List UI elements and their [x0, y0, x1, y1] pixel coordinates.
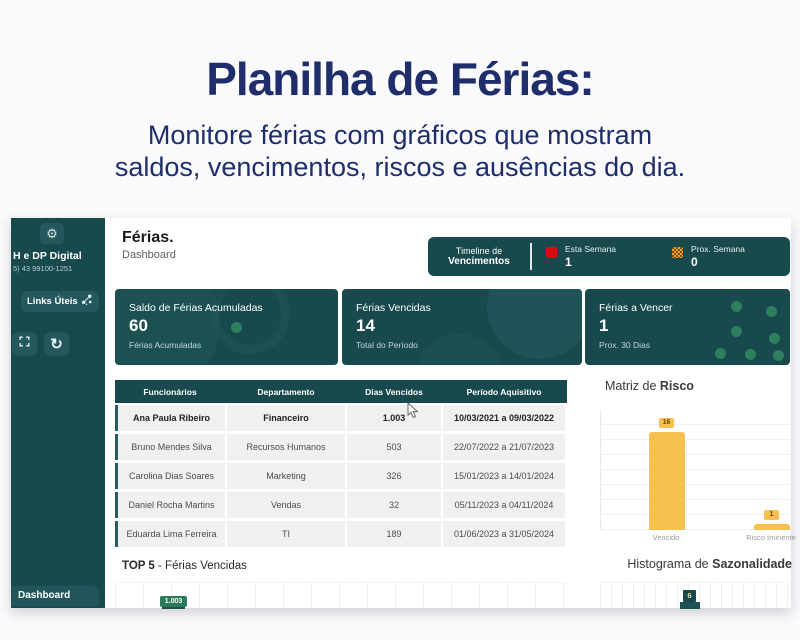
histogram-title [600, 557, 792, 571]
column-header: Período Aquisitivo [466, 386, 542, 397]
brand-phone: 5) 43 99100-1251 [13, 264, 73, 273]
links-uteis-button[interactable] [21, 291, 99, 312]
histogram-chart-partial [600, 582, 790, 608]
column-header: Funcionários [143, 386, 197, 397]
brand-name: H e DP Digital [13, 250, 82, 262]
table-cell: Marketing [227, 463, 345, 489]
table-body [115, 405, 567, 550]
top5-heading-rest: - Férias Vencidas [154, 560, 247, 572]
timeline-heading-line1: Timeline de [455, 246, 503, 256]
stat-subtitle: Prox. 30 Dias [599, 340, 651, 350]
stat-subtitle: Férias Acumuladas [129, 340, 202, 350]
stat-title: Férias Vencidas [356, 302, 431, 314]
dashboard-screenshot [11, 218, 796, 608]
stat-value: 14 [356, 316, 375, 335]
table-cell: Vendas [227, 492, 345, 518]
table-cell: Carolina Dias Soares [118, 463, 225, 489]
risk-chart-plot [600, 410, 790, 530]
table-cell: 01/06/2023 a 31/05/2024 [443, 521, 565, 547]
share-links-icon [80, 293, 93, 311]
table-row[interactable] [115, 463, 567, 489]
histogram-title-bold: Sazonalidade [712, 557, 792, 571]
expand-icon [18, 335, 31, 353]
timeline-heading-line2: Vencimentos [448, 256, 510, 267]
table-cell: Daniel Rocha Martins [118, 492, 225, 518]
top5-bar-value-badge: 1.003 [160, 596, 187, 607]
risk-chart-labels [600, 533, 796, 545]
mouse-cursor [407, 402, 419, 424]
timeline-item-esta-semana [546, 244, 616, 269]
risk-chart-title [605, 379, 694, 393]
gear-icon: ⚙ [46, 226, 58, 241]
table-cell: Ana Paula Ribeiro [118, 405, 225, 431]
prox-semana-label: Prox. Semana [691, 244, 745, 254]
esta-semana-value: 1 [565, 255, 572, 269]
links-uteis-label: Links Úteis [27, 296, 78, 307]
dashboard-title: Férias. [122, 229, 174, 246]
stat-title: Férias a Vencer [599, 302, 673, 314]
dashboard-breadcrumb: Dashboard [122, 249, 176, 261]
timeline-heading [428, 243, 532, 270]
subtitle-line-2: saldos, vencimentos, riscos e ausências do dia. [114, 152, 686, 183]
table-cell: TI [227, 521, 345, 547]
table-row[interactable] [115, 405, 567, 431]
top5-chart-partial [115, 582, 567, 608]
top5-bar-stub [162, 607, 185, 609]
esta-semana-label: Esta Semana [565, 244, 617, 254]
timeline-item-prox-semana [672, 244, 745, 269]
table-cell: Bruno Mendes Silva [118, 434, 225, 460]
risk-title-prefix: Matriz de [605, 379, 660, 393]
prox-semana-value: 0 [691, 255, 698, 269]
page-subtitle [0, 119, 800, 184]
risk-bar-value-label: 1 [764, 510, 779, 520]
table-cell: 15/01/2023 a 14/01/2024 [443, 463, 565, 489]
table-row[interactable] [115, 492, 567, 518]
refresh-icon: ↻ [50, 336, 63, 353]
risk-bar-value-label: 16 [659, 418, 674, 428]
column-header: Departamento [257, 386, 315, 397]
top5-heading-bold: TOP 5 [122, 560, 155, 572]
refresh-button[interactable] [44, 332, 69, 356]
table-cell: 1.003 [347, 405, 441, 431]
table-cell: 22/07/2022 a 21/07/2023 [443, 434, 565, 460]
stat-value: 1 [599, 316, 609, 335]
table-cell: 10/03/2021 a 09/03/2022 [443, 405, 565, 431]
table-cell: 503 [347, 434, 441, 460]
expand-button[interactable] [12, 332, 37, 356]
sidebar-item-dashboard[interactable]: Dashboard [11, 586, 99, 606]
esta-semana-swatch-icon [546, 247, 557, 258]
table-row[interactable] [115, 521, 567, 547]
table-cell: 32 [347, 492, 441, 518]
table-header [115, 380, 567, 403]
prox-semana-swatch-icon [672, 247, 683, 258]
stat-card-saldo-ferias [115, 289, 338, 365]
top5-heading [122, 560, 247, 572]
risk-axis-label: Vencido [652, 533, 680, 542]
table-cell: 326 [347, 463, 441, 489]
page-title: Planilha de Férias: [206, 53, 594, 105]
risk-bar-risco-iminente [754, 524, 790, 530]
histogram-title-prefix: Histograma de [627, 557, 713, 571]
table-cell: Financeiro [227, 405, 345, 431]
risk-bar-vencido [649, 432, 685, 530]
histogram-bar-stub [680, 602, 700, 609]
sidebar [11, 218, 105, 608]
timeline-vencimentos-bar [428, 237, 790, 276]
table-cell: Eduarda Lima Ferreira [118, 521, 225, 547]
table-cell: Recursos Humanos [227, 434, 345, 460]
stat-subtitle: Total do Período [356, 340, 418, 350]
risk-title-bold: Risco [659, 379, 694, 393]
table-cell: 05/11/2023 a 04/11/2024 [443, 492, 565, 518]
table-row[interactable] [115, 434, 567, 460]
risk-axis-label: Risco Iminente [746, 533, 796, 542]
column-header: Dias Vencidos [365, 386, 423, 397]
settings-button[interactable] [40, 223, 64, 244]
subtitle-line-1: Monitore férias com gráficos que mostram [147, 120, 653, 150]
stat-title: Saldo de Férias Acumuladas [129, 302, 263, 314]
stat-value: 60 [129, 316, 148, 335]
stat-card-ferias-vencidas [342, 289, 582, 365]
histogram-bar-value-badge: 6 [683, 590, 696, 602]
table-cell: 189 [347, 521, 441, 547]
stat-card-ferias-a-vencer [585, 289, 790, 365]
